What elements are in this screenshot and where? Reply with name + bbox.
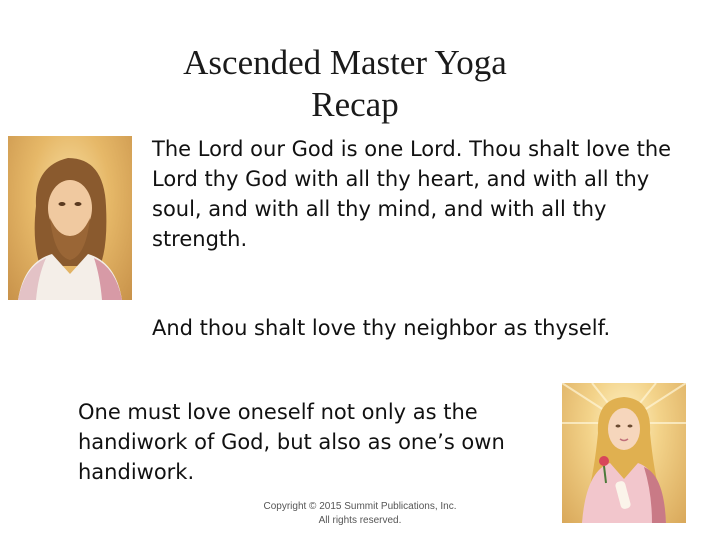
copyright-line: Copyright © 2015 Summit Publications, Inc.	[263, 501, 457, 512]
jesus-portrait-image	[8, 136, 132, 300]
woman-with-rose-portrait-image	[562, 383, 686, 523]
scripture-paragraph-1: The Lord our God is one Lord. Thou shalt love the Lord thy God with all thy heart, and with all thy soul, and with all thy mind, and with all thy strength.	[152, 137, 672, 251]
title-line-2: Recap	[311, 85, 399, 124]
self-love-paragraph: One must love oneself not only as the handiwork of God, but also as one’s own handiwork.	[78, 400, 505, 484]
copyright-notice	[228, 500, 492, 528]
title-line-1: Ascended Master Yoga	[183, 43, 507, 82]
slide-title	[0, 42, 690, 126]
rights-reserved-line: All rights reserved.	[318, 515, 402, 526]
woman-with-rose-illustration	[562, 383, 686, 523]
jesus-portrait-illustration	[8, 136, 132, 300]
scripture-paragraph-2: And thou shalt love thy neighbor as thyself.	[152, 316, 611, 340]
